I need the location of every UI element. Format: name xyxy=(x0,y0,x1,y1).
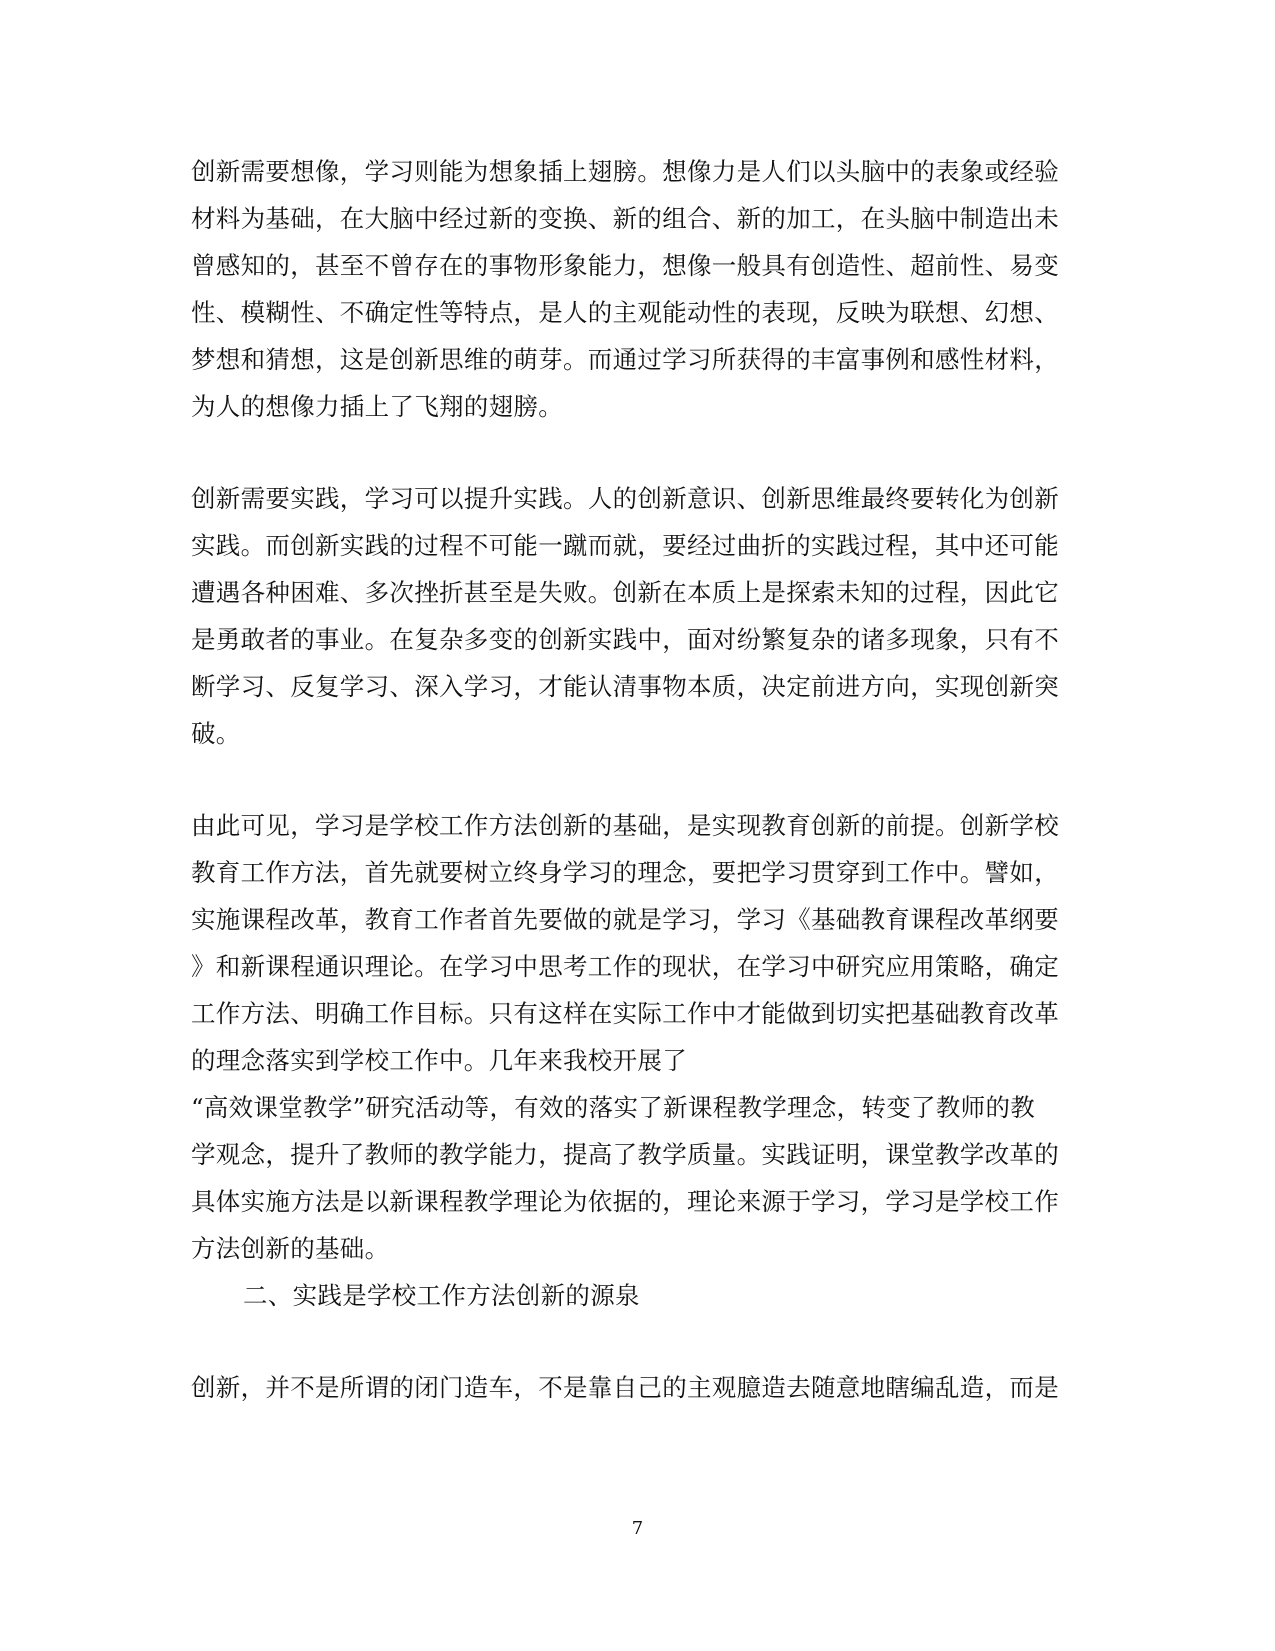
text-line: 材料为基础，在大脑中经过新的变换、新的组合、新的加工，在头脑中制造出未 xyxy=(191,204,1059,233)
text-line: 是勇敢者的事业。在复杂多变的创新实践中，面对纷繁复杂的诸多现象，只有不 xyxy=(191,625,1059,654)
text-line: 方法创新的基础。 xyxy=(191,1234,390,1263)
text-line: 梦想和猜想，这是创新思维的萌芽。而通过学习所获得的丰富事例和感性材料， xyxy=(191,345,1059,374)
text-line: 具体实施方法是以新课程教学理论为依据的，理论来源于学习，学习是学校工作 xyxy=(191,1187,1059,1216)
text-line: “高效课堂教学”研究活动等，有效的落实了新课程教学理念，转变了教师的教 xyxy=(191,1093,1036,1122)
section-heading: 二、实践是学校工作方法创新的源泉 xyxy=(243,1281,640,1310)
text-line: 教育工作方法，首先就要树立终身学习的理念，要把学习贯穿到工作中。譬如， xyxy=(191,858,1059,887)
text-line: 》和新课程通识理论。在学习中思考工作的现状，在学习中研究应用策略，确定 xyxy=(191,952,1059,981)
text-line: 曾感知的，甚至不曾存在的事物形象能力，想像一般具有创造性、超前性、易变 xyxy=(191,251,1059,280)
text-line: 遭遇各种困难、多次挫折甚至是失败。创新在本质上是探索未知的过程，因此它 xyxy=(191,578,1059,607)
text-line: 创新需要实践，学习可以提升实践。人的创新意识、创新思维最终要转化为创新 xyxy=(191,484,1059,513)
text-line: 创新需要想像，学习则能为想象插上翅膀。想像力是人们以头脑中的表象或经验 xyxy=(191,157,1059,186)
text-line: 由此可见，学习是学校工作方法创新的基础，是实现教育创新的前提。创新学校 xyxy=(191,811,1059,840)
text-line: 实施课程改革，教育工作者首先要做的就是学习，学习《基础教育课程改革纲要 xyxy=(191,905,1059,934)
text-line: 的理念落实到学校工作中。几年来我校开展了 xyxy=(191,1046,687,1075)
text-line: 破。 xyxy=(191,719,241,748)
text-line: 实践。而创新实践的过程不可能一蹴而就，要经过曲折的实践过程，其中还可能 xyxy=(191,531,1059,560)
page-number: 7 xyxy=(631,1518,644,1539)
text-line: 断学习、反复学习、深入学习，才能认清事物本质，决定前进方向，实现创新突 xyxy=(191,672,1059,701)
text-line: 工作方法、明确工作目标。只有这样在实际工作中才能做到切实把基础教育改革 xyxy=(191,999,1059,1028)
text-line: 创新，并不是所谓的闭门造车，不是靠自己的主观臆造去随意地瞎编乱造，而是 xyxy=(191,1373,1059,1402)
text-line: 为人的想像力插上了飞翔的翅膀。 xyxy=(191,392,563,421)
text-line: 学观念，提升了教师的教学能力，提高了教学质量。实践证明，课堂教学改革的 xyxy=(191,1140,1059,1169)
text-line: 性、模糊性、不确定性等特点，是人的主观能动性的表现，反映为联想、幻想、 xyxy=(191,298,1059,327)
